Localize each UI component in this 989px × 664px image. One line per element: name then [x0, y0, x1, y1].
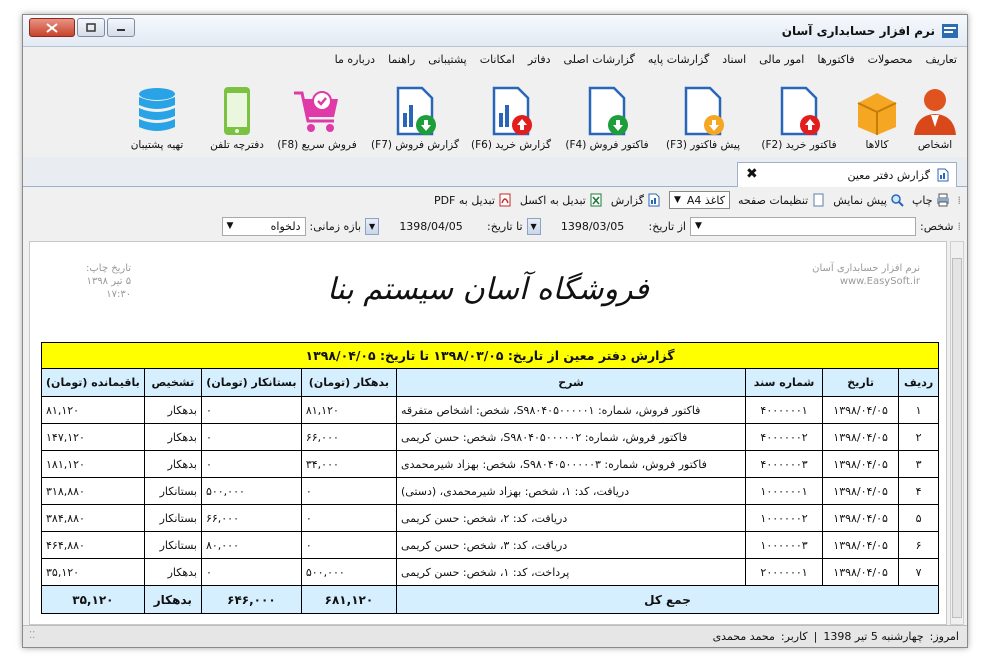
table-row: ۳ ۱۳۹۸/۰۴/۰۵ ۴۰۰۰۰۰۰۳ فاکتور فروش، شماره: S۹۸۰۴۰۵۰۰۰۰۰۳، شخص: بهزاد شیرمحمدی ۳۴,۰۰۰ ۰ بدهکار ۱۸۱,۱۲۰ [42, 451, 939, 478]
pdf-icon [498, 193, 512, 207]
tab-ledger-report[interactable] [737, 162, 957, 187]
table-header-row [42, 369, 939, 397]
tab-label: گزارش دفتر معین [847, 168, 930, 182]
export-excel-button[interactable]: تبدیل به اکسل [520, 193, 603, 207]
table-caption: گزارش دفتر معین از تاریخ: ۱۳۹۸/۰۳/۰۵ تا تاریخ: ۱۳۹۸/۰۴/۰۵ [42, 343, 939, 369]
status-bar [23, 625, 967, 647]
minimize-button[interactable] [107, 18, 135, 37]
user-value: محمد محمدی [712, 630, 775, 643]
menu-item-main-reports[interactable]: گزارشات اصلی [563, 52, 635, 66]
dropdown-arrow-icon: ▼ [695, 221, 702, 231]
table-row: ۴ ۱۳۹۸/۰۴/۰۵ ۱۰۰۰۰۰۰۱ دریافت، کد: ۱، شخص: بهزاد شیرمحمدی، (دستی) ۰ ۵۰۰,۰۰۰ بستانکار ۳۱۸,۸۸۰ [42, 478, 939, 505]
toolbar-grip-icon: ⁞ [957, 193, 961, 207]
scrollbar-thumb[interactable] [952, 258, 962, 618]
total-balance: ۳۵,۱۲۰ [42, 586, 145, 614]
tab-close-icon[interactable]: ✖ [746, 166, 758, 182]
menu-item-invoices[interactable]: فاکتورها [817, 52, 855, 66]
total-label: جمع کل [396, 586, 938, 614]
col-description: شرح [396, 369, 745, 397]
resize-grip-icon[interactable]: ⁚⁚ [29, 630, 36, 641]
table-row: ۵ ۱۳۹۸/۰۴/۰۵ ۱۰۰۰۰۰۰۲ دریافت، کد: ۲، شخص: حسن کریمی ۰ ۶۶,۰۰۰ بستانکار ۳۸۴,۸۸۰ [42, 505, 939, 532]
invoice-up-icon [774, 85, 824, 137]
persons-button[interactable]: اشخاص [907, 73, 963, 155]
purchase-invoice-button[interactable]: فاکتور خرید (F2) [751, 73, 847, 155]
col-date: تاریخ [823, 369, 899, 397]
window-title: نرم افزار حسابداری آسان [781, 24, 935, 38]
print-button[interactable]: چاپ [912, 193, 950, 207]
close-icon [46, 23, 58, 33]
col-status: تشخیص [144, 369, 201, 397]
range-select[interactable]: دلخواه ▼ [222, 217, 306, 236]
maximize-button[interactable] [77, 18, 105, 37]
col-debit: بدهکار (تومان) [301, 369, 396, 397]
col-balance: باقیمانده (تومان) [42, 369, 145, 397]
table-row: ۱ ۱۳۹۸/۰۴/۰۵ ۴۰۰۰۰۰۰۱ فاکتور فروش، شماره: S۹۸۰۴۰۵۰۰۰۰۰۱، شخص: اشخاص متفرقه ۸۱,۱۲۰ ۰ بدهکار ۸۱,۱۲۰ [42, 397, 939, 424]
proforma-invoice-button[interactable]: پیش فاکتور (F3) [655, 73, 751, 155]
chart-down-icon [390, 85, 440, 137]
report-doc-icon [647, 193, 661, 207]
total-status: بدهکار [144, 586, 201, 614]
from-date-label: از تاریخ: [648, 219, 686, 233]
chart-up-icon [486, 85, 536, 137]
user-label: کاربر: [780, 630, 808, 643]
total-debit: ۶۸۱,۱۲۰ [301, 586, 396, 614]
app-logo-icon [941, 23, 959, 39]
person-icon [910, 85, 960, 137]
maximize-icon [86, 23, 96, 32]
report-page [29, 241, 947, 625]
col-row-number: ردیف [899, 369, 939, 397]
page-settings-button[interactable]: تنظیمات صفحه [738, 193, 825, 207]
title-bar[interactable] [23, 15, 967, 47]
range-label: بازه زمانی: [309, 219, 362, 233]
preview-button[interactable]: پیش نمایش [833, 193, 904, 207]
to-date-dropdown-icon[interactable]: ▼ [365, 218, 379, 235]
invoice-down-green-icon [582, 85, 632, 137]
invoice-down-orange-icon [678, 85, 728, 137]
to-date-label: تا تاریخ: [487, 219, 523, 233]
report-toolbar [29, 189, 961, 211]
table-total-row [42, 586, 939, 614]
print-icon [936, 193, 950, 207]
paper-size-select[interactable]: کاغذ A4 ▼ [669, 191, 730, 209]
from-date-input[interactable]: 1398/03/05 [560, 219, 625, 233]
report-app-name: نرم افزار حسابداری آسان [812, 263, 920, 274]
products-button[interactable]: کالاها [847, 73, 907, 155]
menu-item-products[interactable]: محصولات [867, 52, 913, 66]
total-credit: ۶۴۶,۰۰۰ [201, 586, 301, 614]
to-date-input[interactable]: 1398/04/05 [399, 219, 463, 233]
ledger-table [41, 342, 939, 614]
excel-icon [589, 193, 603, 207]
from-date-dropdown-icon[interactable]: ▼ [527, 218, 541, 235]
report-doc-icon [936, 168, 950, 182]
menu-item-about[interactable]: درباره ما [334, 52, 376, 66]
page-icon [811, 193, 825, 207]
quick-sale-button[interactable]: فروش سریع (F8) [267, 73, 367, 155]
menu-bar [23, 48, 967, 70]
box-icon [852, 85, 902, 137]
report-designer-button[interactable]: گزارش [611, 193, 661, 207]
database-icon [132, 85, 182, 137]
filter-row [29, 215, 961, 237]
dropdown-arrow-icon: ▼ [673, 195, 681, 205]
menu-item-documents[interactable]: اسناد [722, 52, 747, 66]
report-site: www.EasySoft.ir [839, 276, 920, 287]
today-value: چهارشنبه 5 تیر 1398 [823, 630, 924, 643]
sales-report-button[interactable]: گزارش فروش (F7) [367, 73, 463, 155]
menu-item-help[interactable]: راهنما [388, 52, 416, 66]
minimize-icon [116, 23, 126, 32]
sales-invoice-button[interactable]: فاکتور فروش (F4) [559, 73, 655, 155]
dropdown-arrow-icon: ▼ [226, 221, 234, 231]
status-separator: | [813, 630, 818, 643]
person-select[interactable] [690, 217, 916, 236]
store-title: فروشگاه آسان سیستم بنا [327, 272, 649, 307]
menu-item-ledgers[interactable]: دفاتر [527, 52, 551, 66]
document-tab-strip [23, 157, 967, 187]
col-doc-number: شماره سند [746, 369, 823, 397]
cart-icon [292, 85, 342, 137]
menu-item-tools[interactable]: امکانات [479, 52, 515, 66]
export-pdf-button[interactable]: تبدیل به PDF [434, 193, 512, 207]
phone-icon [212, 85, 262, 137]
magnifier-icon [890, 193, 904, 207]
table-row: ۲ ۱۳۹۸/۰۴/۰۵ ۴۰۰۰۰۰۰۲ فاکتور فروش، شماره: S۹۸۰۴۰۵۰۰۰۰۰۲، شخص: حسن کریمی ۶۶,۰۰۰ ۰ بدهکار ۱۴۷,۱۲۰ [42, 424, 939, 451]
purchase-report-button[interactable]: گزارش خرید (F6) [463, 73, 559, 155]
vertical-scrollbar[interactable] [950, 241, 964, 625]
col-credit: بستانکار (تومان) [201, 369, 301, 397]
today-label: امروز: [929, 630, 959, 643]
menu-item-basic-reports[interactable]: گزارشات پایه [647, 52, 710, 66]
menu-item-support[interactable]: پشتیبانی [428, 52, 467, 66]
backup-button[interactable]: تهیه پشتیبان [107, 73, 207, 155]
menu-item-definitions[interactable]: تعاریف [925, 52, 957, 66]
table-row: ۶ ۱۳۹۸/۰۴/۰۵ ۱۰۰۰۰۰۰۳ دریافت، کد: ۳، شخص: حسن کریمی ۰ ۸۰,۰۰۰ بستانکار ۴۶۴,۸۸۰ [42, 532, 939, 559]
app-window [22, 14, 968, 648]
main-toolbar [23, 73, 967, 155]
close-button[interactable] [29, 18, 75, 37]
report-print-date: تاریخ چاپ: ۵ تیر ۱۳۹۸ ۱۷:۳۰ [86, 263, 132, 300]
menu-item-finance[interactable]: امور مالی [759, 52, 805, 66]
person-label: شخص: [920, 219, 954, 233]
phonebook-button[interactable]: دفترچه تلفن [207, 73, 267, 155]
table-row: ۷ ۱۳۹۸/۰۴/۰۵ ۲۰۰۰۰۰۰۱ پرداخت، کد: ۱، شخص: حسن کریمی ۵۰۰,۰۰۰ ۰ بدهکار ۳۵,۱۲۰ [42, 559, 939, 586]
window-controls [29, 18, 137, 37]
table-caption-row [42, 343, 939, 369]
toolbar-grip-icon: ⁞ [957, 219, 961, 233]
